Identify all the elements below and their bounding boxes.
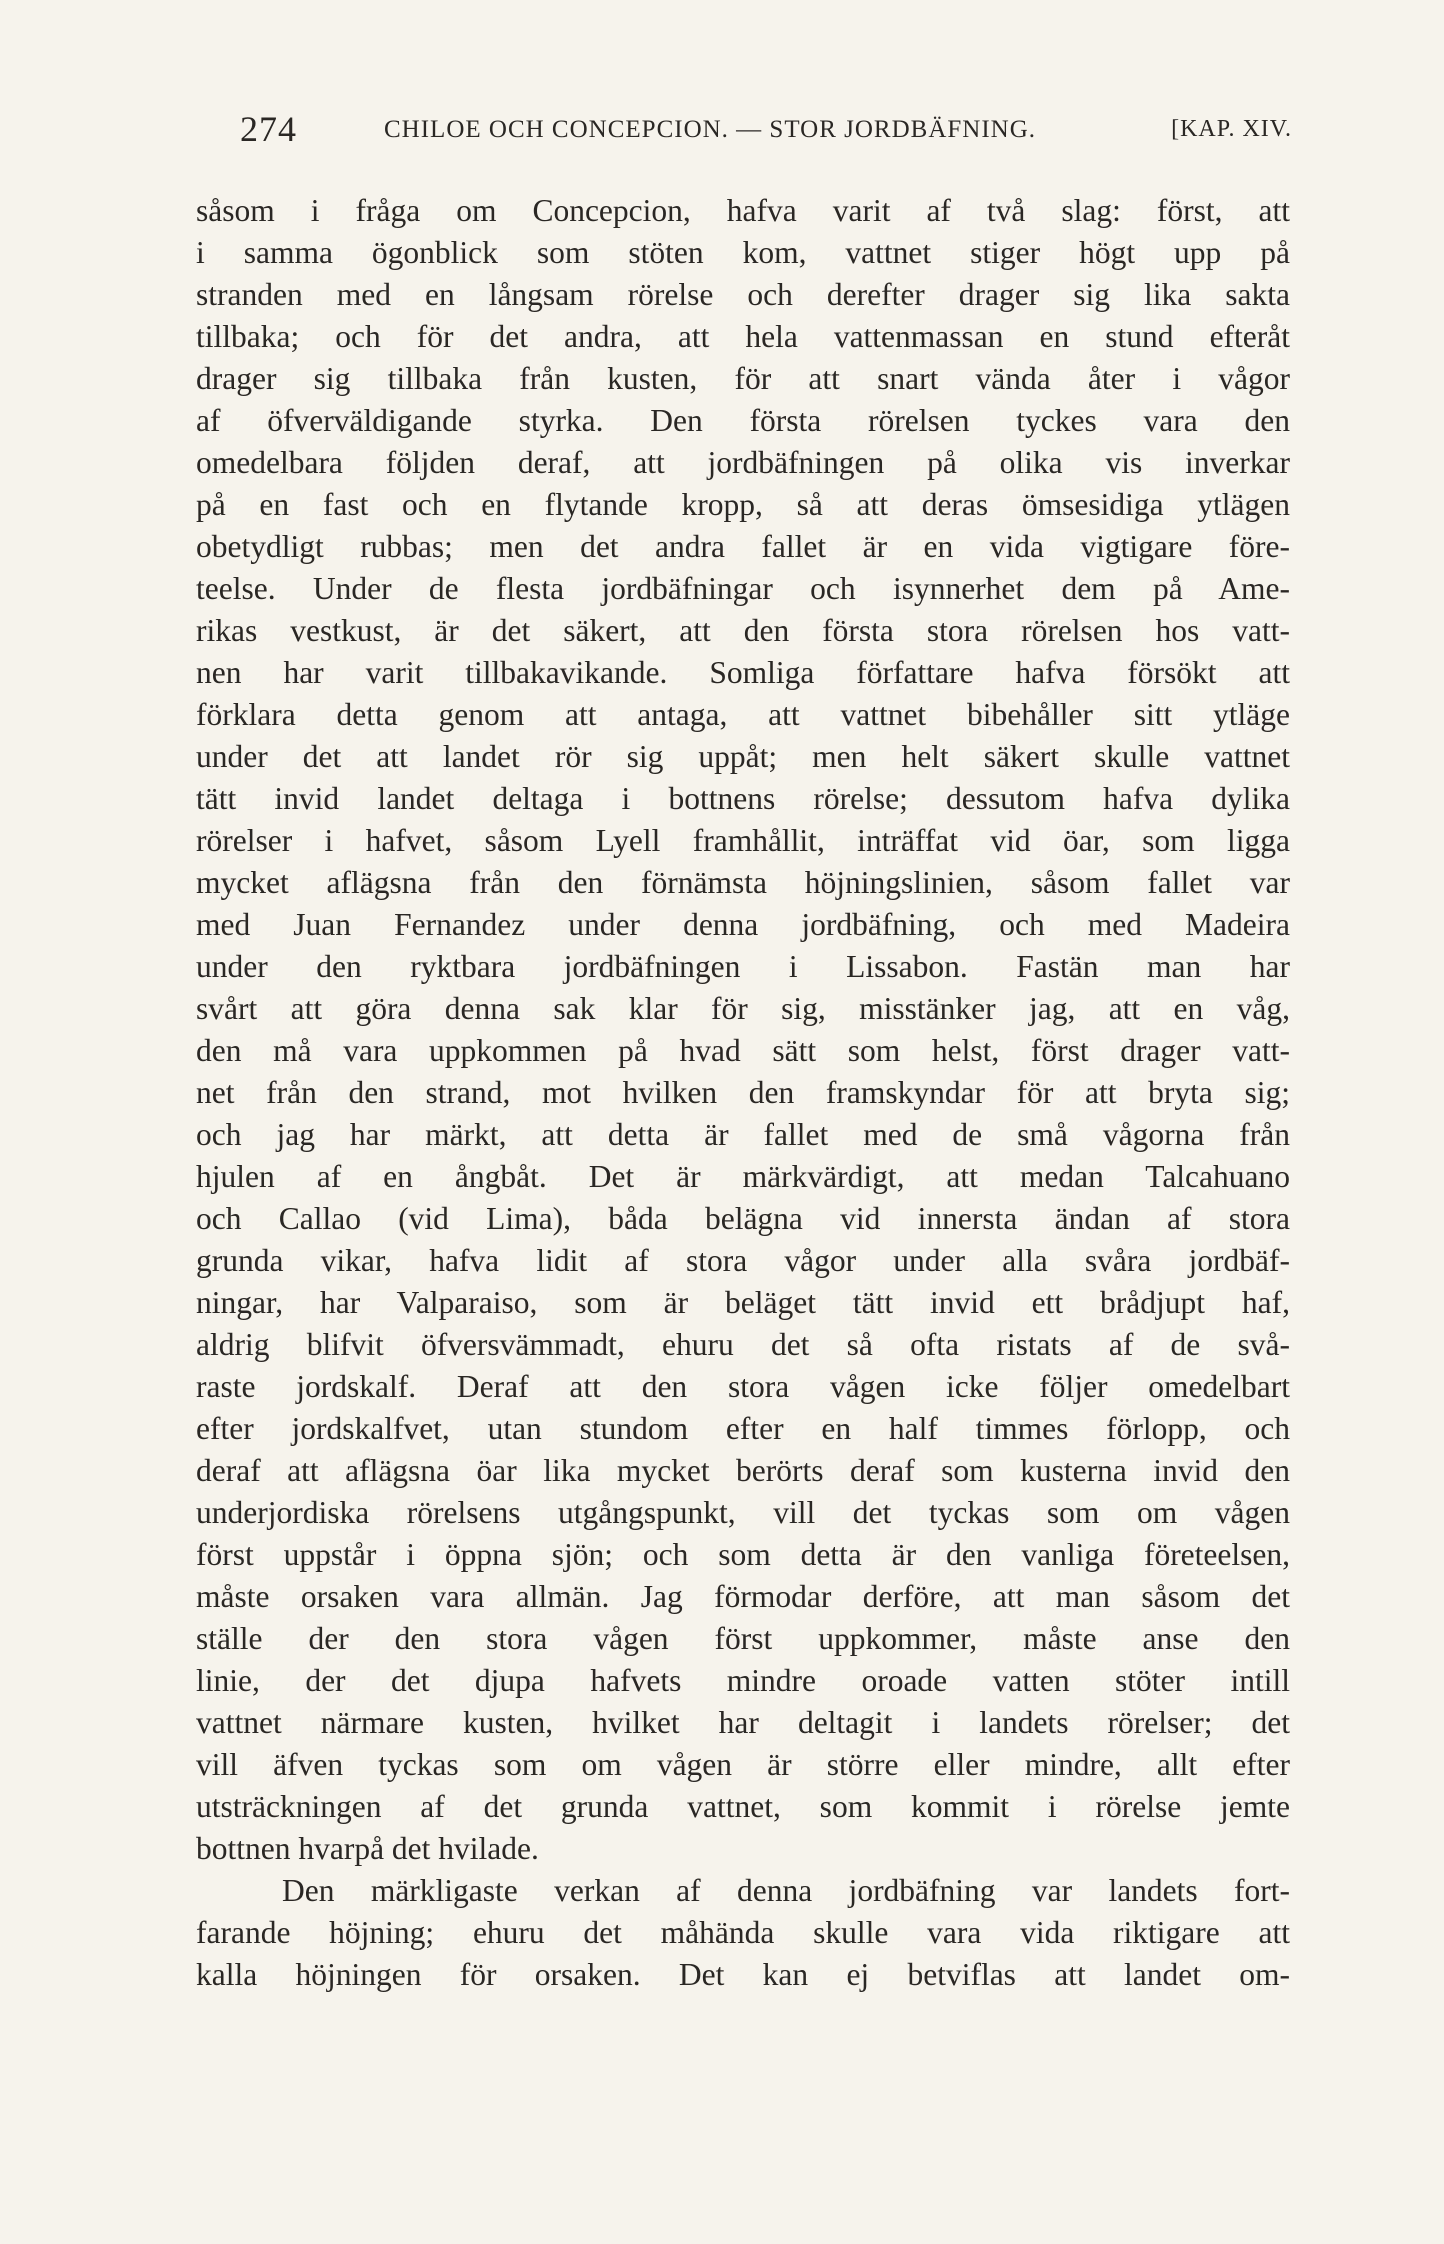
text-line: rörelser i hafvet, såsom Lyell framhållit, inträffat vid öar, som ligga — [196, 823, 1290, 858]
chapter-label: [KAP. XIV. — [1171, 116, 1292, 142]
text-line: måste orsaken vara allmän. Jag förmodar derföre, att man såsom det — [196, 1579, 1290, 1614]
text-line: i samma ögonblick som stöten kom, vattnet stiger högt upp på — [196, 235, 1290, 270]
text-line: under det att landet rör sig uppåt; men helt säkert skulle vattnet — [196, 739, 1290, 774]
text-line: raste jordskalf. Deraf att den stora vågen icke följer omedelbart — [196, 1369, 1290, 1404]
text-line: Den märkligaste verkan af denna jordbäfning var landets fort- — [282, 1873, 1290, 1908]
text-line: rikas vestkust, är det säkert, att den första stora rörelsen hos vatt- — [196, 613, 1290, 648]
running-title: CHILOE OCH CONCEPCION. — STOR JORDBÄFNING. — [384, 116, 1037, 143]
text-line: nen har varit tillbakavikande. Somliga författare hafva försökt att — [196, 655, 1290, 690]
text-line: tillbaka; och för det andra, att hela vattenmassan en stund efteråt — [196, 319, 1290, 354]
text-line: omedelbara följden deraf, att jordbäfningen på olika vis inverkar — [196, 445, 1290, 480]
text-line: underjordiska rörelsens utgångspunkt, vill det tyckas som om vågen — [196, 1495, 1290, 1530]
text-line: grunda vikar, hafva lidit af stora vågor under alla svåra jordbäf- — [196, 1243, 1290, 1278]
text-line: kalla höjningen för orsaken. Det kan ej betviflas att landet om- — [196, 1957, 1290, 1992]
text-line: net från den strand, mot hvilken den framskyndar för att bryta sig; — [196, 1075, 1290, 1110]
text-line: under den ryktbara jordbäfningen i Lissabon. Fastän man har — [196, 949, 1290, 984]
text-line: obetydligt rubbas; men det andra fallet är en vida vigtigare före- — [196, 529, 1290, 564]
text-line: ningar, har Valparaiso, som är beläget tätt invid ett brådjupt haf, — [196, 1285, 1290, 1320]
body-text — [196, 190, 1290, 1996]
text-line: och jag har märkt, att detta är fallet med de små vågorna från — [196, 1117, 1290, 1152]
text-line: af öfverväldigande styrka. Den första rörelsen tyckes vara den — [196, 403, 1290, 438]
text-line: vattnet närmare kusten, hvilket har deltagit i landets rörelser; det — [196, 1705, 1290, 1740]
paragraph — [196, 190, 1290, 1870]
text-line: farande höjning; ehuru det måhända skulle vara vida riktigare att — [196, 1915, 1290, 1950]
text-line: teelse. Under de flesta jordbäfningar och isynnerhet dem på Ame- — [196, 571, 1290, 606]
text-line: aldrig blifvit öfversvämmadt, ehuru det så ofta ristats af de svå- — [196, 1327, 1290, 1362]
text-line: tätt invid landet deltaga i bottnens rörelse; dessutom hafva dylika — [196, 781, 1290, 816]
text-line: stranden med en långsam rörelse och derefter drager sig lika sakta — [196, 277, 1290, 312]
running-header — [240, 108, 1292, 164]
text-line: utsträckningen af det grunda vattnet, som kommit i rörelse jemte — [196, 1789, 1290, 1824]
text-line: den må vara uppkommen på hvad sätt som helst, först drager vatt- — [196, 1033, 1290, 1068]
text-line: förklara detta genom att antaga, att vattnet bibehåller sitt ytläge — [196, 697, 1290, 732]
text-line: hjulen af en ångbåt. Det är märkvärdigt, att medan Talcahuano — [196, 1159, 1290, 1194]
text-line: mycket aflägsna från den förnämsta höjningslinien, såsom fallet var — [196, 865, 1290, 900]
text-line: ställe der den stora vågen först uppkommer, måste anse den — [196, 1621, 1290, 1656]
text-line: och Callao (vid Lima), båda belägna vid innersta ändan af stora — [196, 1201, 1290, 1236]
text-line: först uppstår i öppna sjön; och som detta är den vanliga företeelsen, — [196, 1537, 1290, 1572]
text-line: såsom i fråga om Concepcion, hafva varit af två slag: först, att — [196, 193, 1290, 228]
text-line: på en fast och en flytande kropp, så att deras ömsesidiga ytlägen — [196, 487, 1290, 522]
text-line: svårt att göra denna sak klar för sig, misstänker jag, att en våg, — [196, 991, 1290, 1026]
page-number: 274 — [240, 109, 297, 149]
text-line: vill äfven tyckas som om vågen är större eller mindre, allt efter — [196, 1747, 1290, 1782]
paragraph — [196, 1870, 1290, 1996]
text-line: linie, der det djupa hafvets mindre oroade vatten stöter intill — [196, 1663, 1290, 1698]
text-line: drager sig tillbaka från kusten, för att snart vända åter i vågor — [196, 361, 1290, 396]
text-line: deraf att aflägsna öar lika mycket berörts deraf som kusterna invid den — [196, 1453, 1290, 1488]
text-line: efter jordskalfvet, utan stundom efter en half timmes förlopp, och — [196, 1411, 1290, 1446]
text-line: bottnen hvarpå det hvilade. — [196, 1831, 539, 1866]
text-line: med Juan Fernandez under denna jordbäfning, och med Madeira — [196, 907, 1290, 942]
